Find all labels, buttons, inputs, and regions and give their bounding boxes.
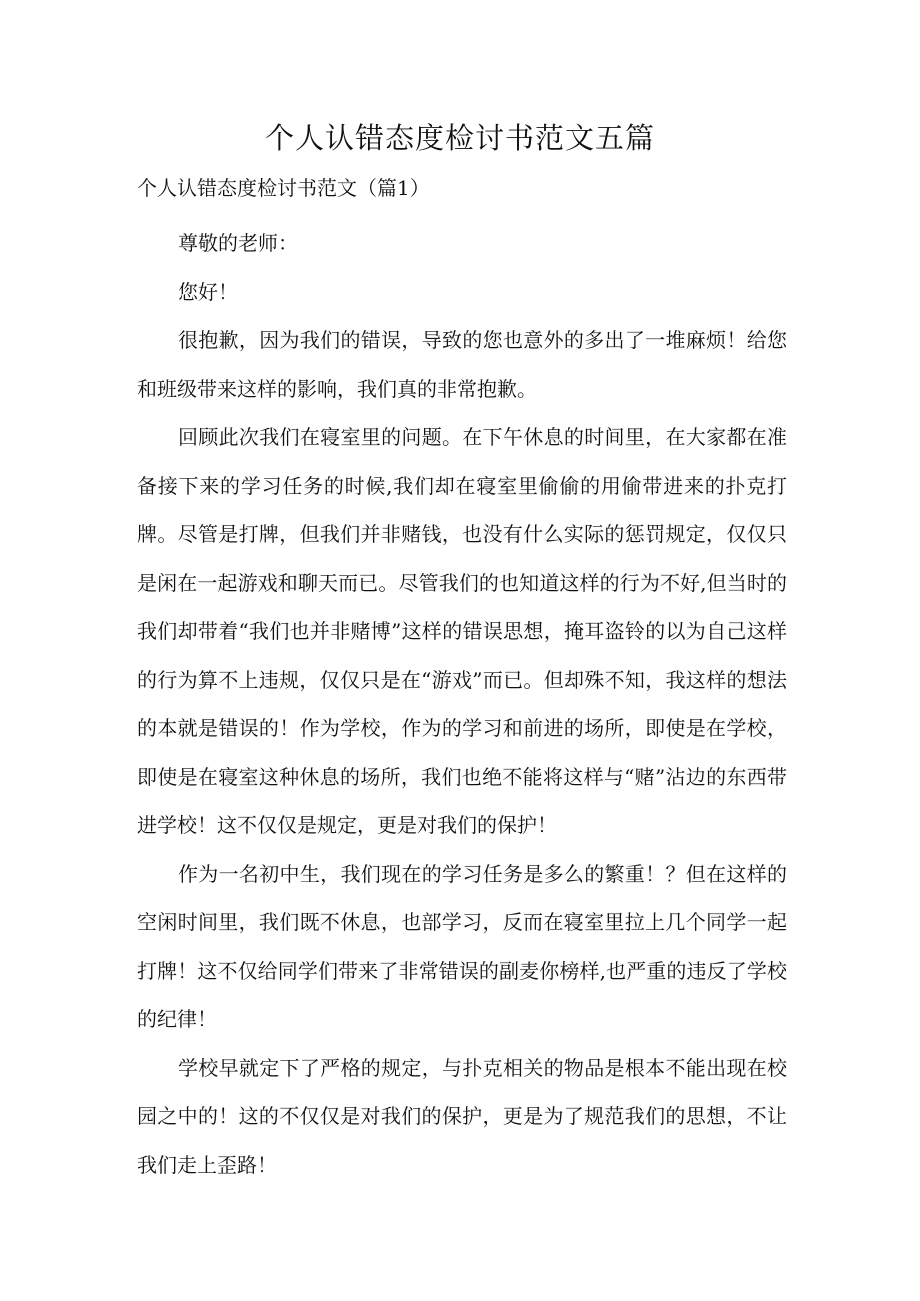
- body-paragraph: 回顾此次我们在寝室里的问题。在下午休息的时间里，在大家都在准备接下来的学习任务的时候,我们却在寝室里偷偷的用偷带进来的扑克打牌。尽管是打牌，但我们并非赌钱，也没有什么实际的惩罚规定，仅仅只是闲在一起游戏和聊天而已。尽管我们的也知道这样的行为不好,但当时的我们却带着“我们也并非赌博”这样的错误思想，掩耳盗铃的以为自己这样的行为算不上违规，仅仅只是在“游戏”而已。但却殊不知，我这样的想法的本就是错误的！作为学校，作为的学习和前进的场所，即使是在学校，即使是在寝室这种休息的场所，我们也绝不能将这样与“赌”沾边的东西带进学校！这不仅仅是规定，更是对我们的保护！: [137, 425, 787, 837]
- greeting: 您好！: [178, 279, 238, 304]
- body-paragraph: 很抱歉，因为我们的错误，导致的您也意外的多出了一堆麻烦！给您和班级带来这样的影响，我们真的非常抱歉。: [137, 328, 787, 401]
- document-title: 个人认错态度检讨书范文五篇: [264, 121, 655, 155]
- salutation: 尊敬的老师：: [178, 231, 298, 255]
- body-paragraph: 学校早就定下了严格的规定，与扑克相关的物品是根本不能出现在校园之中的！这的不仅仅是对我们的保护，更是为了规范我们的思想，不让我们走上歪路！: [137, 1055, 787, 1177]
- letter-body: [137, 219, 787, 1189]
- body-paragraph: 作为一名初中生，我们现在的学习任务是多么的繁重！？但在这样的空闲时间里，我们既不休息，也部学习，反而在寝室里拉上几个同学一起打牌！这不仅给同学们带来了非常错误的副麦你榜样,也严重的违反了学校的纪律！: [137, 861, 787, 1031]
- section-heading: 个人认错态度检讨书范文（篇1）: [137, 176, 430, 200]
